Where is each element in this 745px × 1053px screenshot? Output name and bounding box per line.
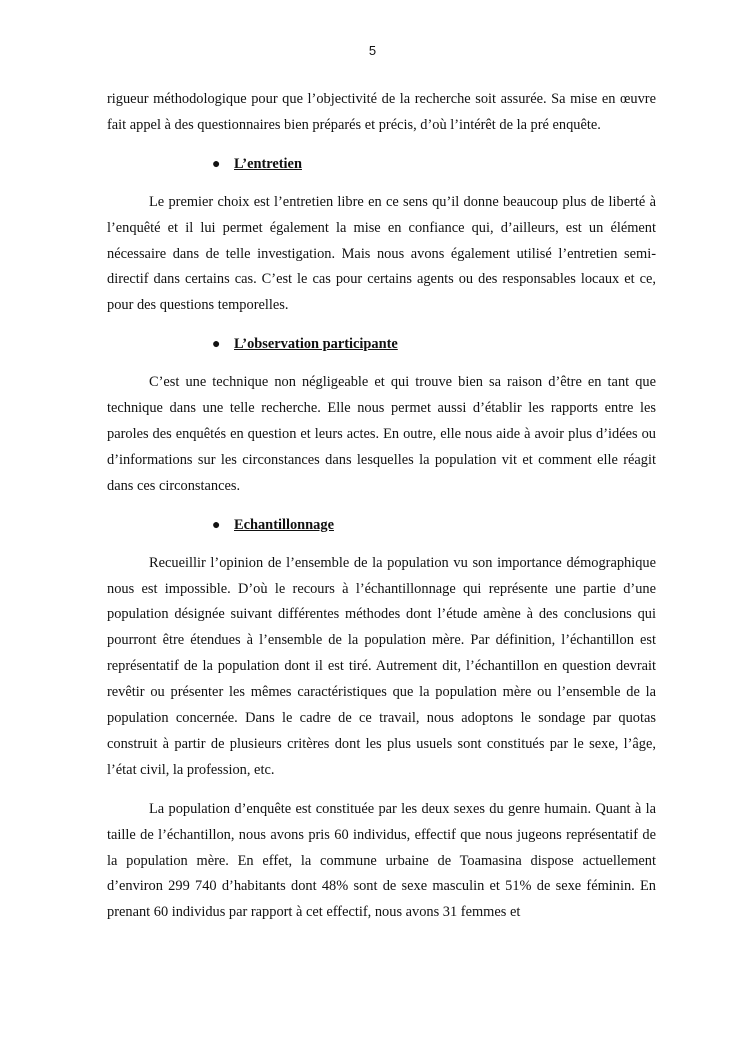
section-heading-entretien (107, 152, 656, 178)
heading-text: L’entretien (234, 155, 302, 172)
bullet-icon: ● (212, 517, 221, 533)
document-body (107, 87, 656, 926)
paragraph-intro: rigueur méthodologique pour que l’objectivité de la recherche soit assurée. Sa mise en œuvre fait appel à des questionnaires bien préparés et précis, d’où l’intérêt de la pré enquête. (107, 91, 656, 133)
section-heading-observation (107, 332, 656, 358)
page-number: 5 (368, 43, 377, 58)
paragraph-echantillonnage: Recueillir l’opinion de l’ensemble de la population vu son importance démographique nous est impossible. D’où le recours à l’échantillonnage qui représente une partie d’une population désignée suivant différentes méthodes dont l’étude amène à des conclusions qui pourront être étendues à l’ensemble de la population mère. Par définition, l’échantillon est représentatif de la population dont il est tiré. Autrement dit, l’échantillon en question devrait revêtir ou présenter les mêmes caractéristiques que la population mère ou l’ensemble de la population concernée. Dans le cadre de ce travail, nous adoptons le sondage par quotas construit à partir de plusieurs critères dont les plus usuels sont constitués par le sexe, l’âge, l’état civil, la profession, etc. (107, 554, 656, 778)
bullet-icon: ● (212, 337, 221, 353)
paragraph-population: La population d’enquête est constituée par les deux sexes du genre humain. Quant à la taille de l’échantillon, nous avons pris 60 individus, effectif que nous jugeons représentatif de la population mère. En effet, la commune urbaine de Toamasina dispose actuellement d’environ 299 740 d’habitants dont 48% sont de sexe masculin et 51% de sexe féminin. En prenant 60 individus par rapport à cet effectif, nous avons 31 femmes et (107, 800, 656, 921)
section-heading-echantillonnage (107, 513, 656, 539)
heading-text: L’observation participante (234, 336, 398, 353)
heading-text: Echantillonnage (234, 516, 334, 533)
paragraph-entretien: Le premier choix est l’entretien libre en ce sens qu’il donne beaucoup plus de liberté à l’enquêté et il lui permet également la mise en confiance qui, d’ailleurs, est un élément nécessaire dans de telle investigation. Mais nous avons également utilisé l’entretien semi-directif dans certains cas. C’est le cas pour certains agents ou des responsables locaux et ce, pour des questions temporelles. (107, 193, 656, 314)
bullet-icon: ● (212, 156, 221, 172)
paragraph-observation: C’est une technique non négligeable et qui trouve bien sa raison d’être en tant que technique dans une telle recherche. Elle nous permet aussi d’établir les rapports entre les paroles des enquêtés en question et leurs actes. En outre, elle nous aide à avoir plus d’idées ou d’informations sur les circonstances dans lesquelles la population vit et comment elle réagit dans ces circonstances. (107, 374, 656, 494)
